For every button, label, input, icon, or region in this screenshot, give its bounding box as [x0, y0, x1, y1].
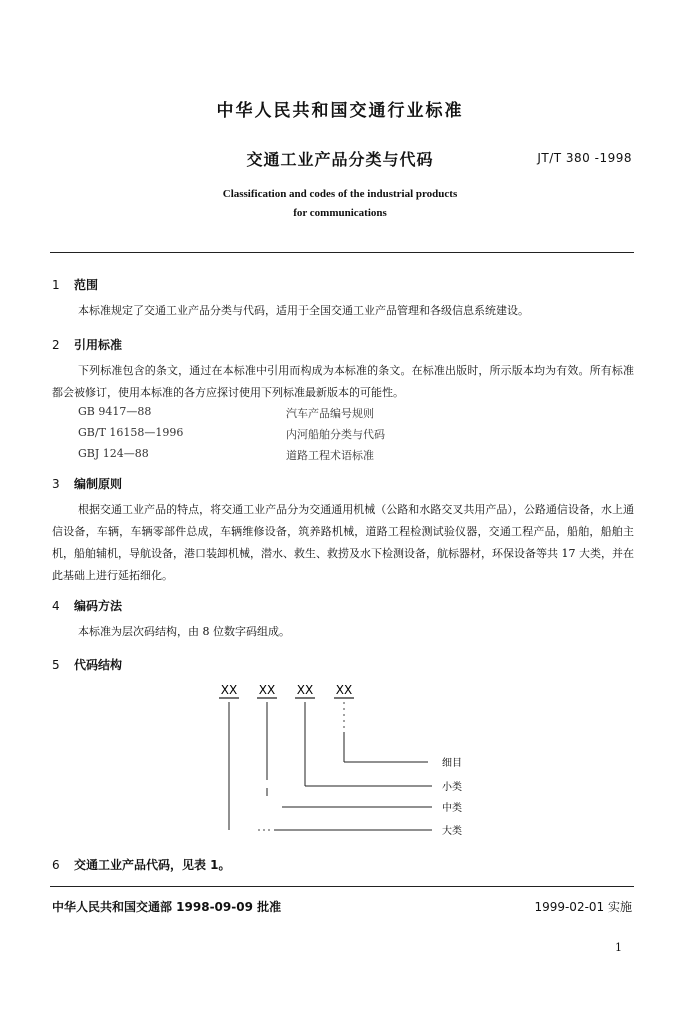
standard-title: 交通工业产品分类与代码 [246, 150, 434, 169]
section-2-heading [52, 336, 122, 353]
section-1-text: 本标准规定了交通工业产品分类与代码，适用于全国交通工业产品管理和各级信息系统建设。 [78, 304, 529, 317]
section-3-heading [52, 475, 122, 492]
footer-rule [50, 886, 634, 887]
section-3-title: 编制原则 [74, 477, 123, 491]
english-title-line-1: Classification and codes of the industrial products [222, 188, 458, 200]
section-6-heading [52, 856, 231, 873]
code-group-3: XX [296, 683, 314, 697]
ref-code-3: GBJ 124—88 [78, 447, 149, 460]
standard-code: JT/T 380 -1998 [537, 151, 632, 165]
effective-date: 1999-02-01 实施 [534, 900, 632, 914]
section-2-text: 下列标准包含的条文，通过在本标准中引用而构成为本标准的条文。在标准出版时，所示版本均为有效。所有标准都会被修订，使用本标准的各方应探讨使用下列标准最新版本的可能性。 [52, 364, 634, 399]
section-3-number: 3 [52, 477, 60, 491]
section-1-title: 范围 [74, 278, 99, 292]
level-label-detail: 细目 [442, 758, 462, 769]
section-2-title: 引用标准 [74, 338, 123, 352]
issuing-authority: 中华人民共和国交通行业标准 [216, 101, 464, 121]
code-group-4: XX [335, 683, 353, 697]
section-5-number: 5 [52, 658, 60, 672]
ref-name-1: 汽车产品编号规则 [286, 407, 374, 420]
section-2-number: 2 [52, 338, 60, 352]
section-1-heading [52, 276, 98, 293]
ref-code-1: GB 9417—88 [78, 405, 152, 418]
header-rule [50, 252, 634, 253]
section-1-number: 1 [52, 278, 60, 292]
level-label-middle: 中类 [442, 803, 462, 814]
section-4-number: 4 [52, 599, 60, 613]
ref-name-2: 内河船舶分类与代码 [286, 428, 385, 441]
english-title-line-2: for communications [293, 207, 387, 219]
section-3-text: 根据交通工业产品的特点，将交通工业产品分为交通通用机械（公路和水路交叉共用产品），公路通信设备，水上通信设备，车辆，车辆零部件总成，车辆维修设备，筑养路机械，道路工程检测试验仪器，交通工程产品，船舶，船舶主机，船舶辅机，导航设备，港口装卸机械，潜水、救生、救捞及水下检测设备，航标器材，环保设备等共 17 大类，并在此基础上进行延拓细化。 [52, 503, 634, 582]
ref-code-2: GB/T 16158—1996 [78, 426, 184, 439]
approval-line: 中华人民共和国交通部 1998-09-09 批准 [52, 900, 282, 914]
ref-name-3: 道路工程术语标准 [286, 449, 374, 462]
level-label-subclass: 小类 [442, 782, 462, 793]
section-6-number: 6 [52, 858, 60, 872]
section-4-heading [52, 597, 122, 614]
section-4-title: 编码方法 [74, 599, 123, 613]
code-group-2: XX [258, 683, 276, 697]
section-4-text: 本标准为层次码结构，由 8 位数字码组成。 [78, 625, 290, 638]
code-structure-diagram [0, 670, 680, 845]
level-label-major: 大类 [442, 826, 462, 837]
section-6-title: 交通工业产品代码，见表 1。 [74, 858, 231, 872]
page-number: 1 [615, 941, 622, 954]
section-5-title: 代码结构 [74, 658, 123, 672]
code-group-1: XX [220, 683, 238, 697]
